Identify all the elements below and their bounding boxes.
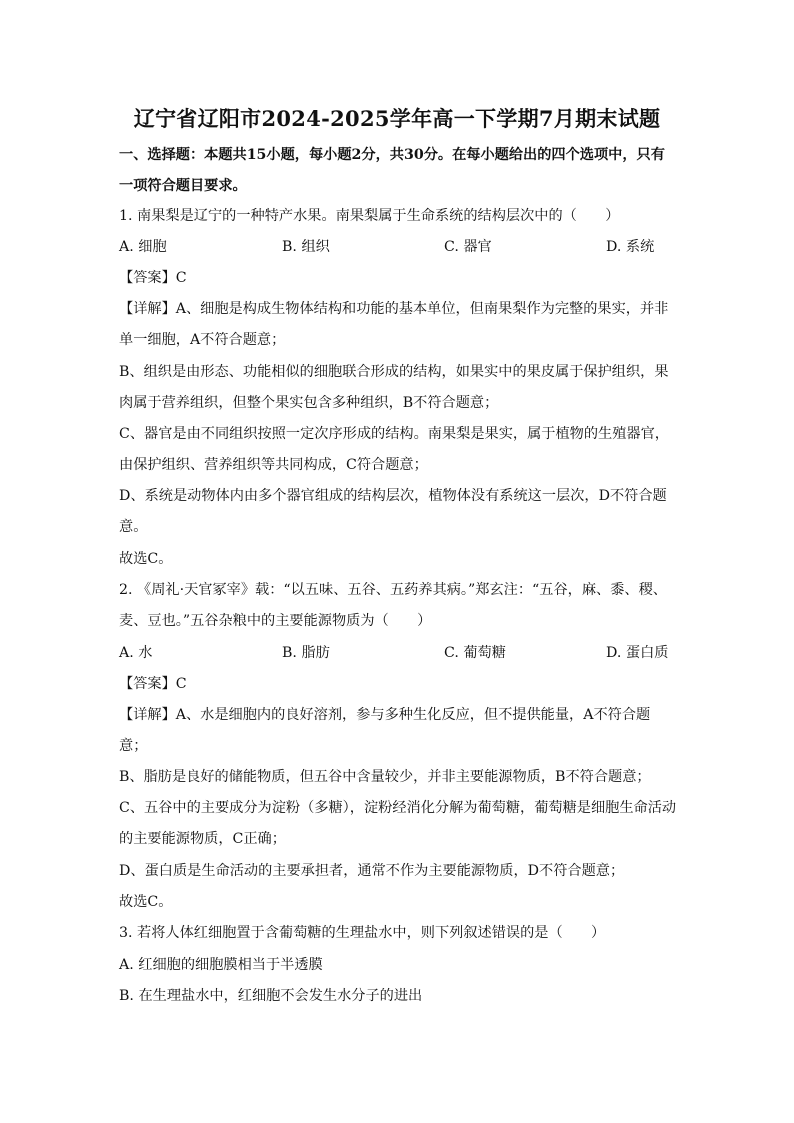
question-2-explanation-line: 意； bbox=[119, 738, 148, 754]
section-header-line-1: 一、选择题：本题共15小题，每小题2分，共30分。在每小题给出的四个选项中，只有 bbox=[119, 147, 665, 163]
question-1-option-a: A. 细胞 bbox=[119, 239, 167, 255]
question-3-stem: 3. 若将人体红细胞置于含葡萄糖的生理盐水中，则下列叙述错误的是（ ） bbox=[119, 925, 606, 941]
question-1-explanation-line: B、组织是由形态、功能相似的细胞联合形成的结构，如果实中的果皮属于保护组织，果 bbox=[119, 364, 669, 380]
question-1-stem: 1. 南果梨是辽宁的一种特产水果。南果梨属于生命系统的结构层次中的（ ） bbox=[119, 208, 620, 224]
page-title: 辽宁省辽阳市2024-2025学年高一下学期7月期末试题 bbox=[133, 106, 661, 131]
question-2-option-c: C. 葡萄糖 bbox=[444, 645, 506, 661]
question-1-explanation-line: 单一细胞，A不符合题意； bbox=[119, 332, 286, 348]
question-2-conclusion: 故选C。 bbox=[119, 894, 173, 910]
question-1-explanation-line: D、系统是动物体内由多个器官组成的结构层次，植物体没有系统这一层次，D不符合题 bbox=[119, 488, 667, 504]
question-2-option-d: D. 蛋白质 bbox=[606, 645, 669, 661]
question-2-stem-line-2: 麦、豆也。”五谷杂粮中的主要能源物质为（ ） bbox=[119, 613, 432, 629]
question-2-explanation-line: 的主要能源物质，C正确； bbox=[119, 831, 286, 847]
question-2-explanation-line: B、脂肪是良好的储能物质，但五谷中含量较少，并非主要能源物质，B不符合题意； bbox=[119, 769, 651, 785]
question-2-explanation-line: C、五谷中的主要成分为淀粉（多糖），淀粉经消化分解为葡萄糖，葡萄糖是细胞生命活动 bbox=[119, 800, 677, 816]
question-1-option-d: D. 系统 bbox=[606, 239, 655, 255]
question-1-option-c: C. 器官 bbox=[444, 239, 492, 255]
question-1-explanation-line: 【详解】A、细胞是构成生物体结构和功能的基本单位，但南果梨作为完整的果实，并非 bbox=[119, 301, 669, 317]
question-1-answer: 【答案】C bbox=[119, 270, 187, 286]
question-2-stem-line-1: 2. 《周礼·天官冢宰》载：“以五味、五谷、五药养其病。”郑玄注：“五谷，麻、黍、稷、 bbox=[119, 582, 667, 598]
section-header-line-2: 一项符合题目要求。 bbox=[119, 178, 247, 194]
question-2-answer: 【答案】C bbox=[119, 676, 187, 692]
question-2-explanation-line: 【详解】A、水是细胞内的良好溶剂，参与多种生化反应，但不提供能量，A不符合题 bbox=[119, 707, 651, 723]
question-1-conclusion: 故选C。 bbox=[119, 551, 173, 567]
question-1-explanation-line: 意。 bbox=[119, 519, 148, 535]
question-1-explanation-line: 由保护组织、营养组织等共同构成，C符合题意； bbox=[119, 457, 428, 473]
question-2-explanation-line: D、蛋白质是生命活动的主要承担者，通常不作为主要能源物质，D不符合题意； bbox=[119, 863, 625, 879]
question-1-explanation-line: C、器官是由不同组织按照一定次序形成的结构。南果梨是果实，属于植物的生殖器官， bbox=[119, 426, 669, 442]
question-1-option-b: B. 组织 bbox=[282, 239, 330, 255]
question-3-option-a: A. 红细胞的细胞膜相当于半透膜 bbox=[119, 957, 323, 973]
question-2-option-a: A. 水 bbox=[119, 645, 153, 661]
question-1-explanation-line: 肉属于营养组织，但整个果实包含多种组织，B不符合题意； bbox=[119, 395, 499, 411]
question-2-option-b: B. 脂肪 bbox=[282, 645, 330, 661]
question-3-option-b: B. 在生理盐水中，红细胞不会发生水分子的进出 bbox=[119, 988, 423, 1004]
